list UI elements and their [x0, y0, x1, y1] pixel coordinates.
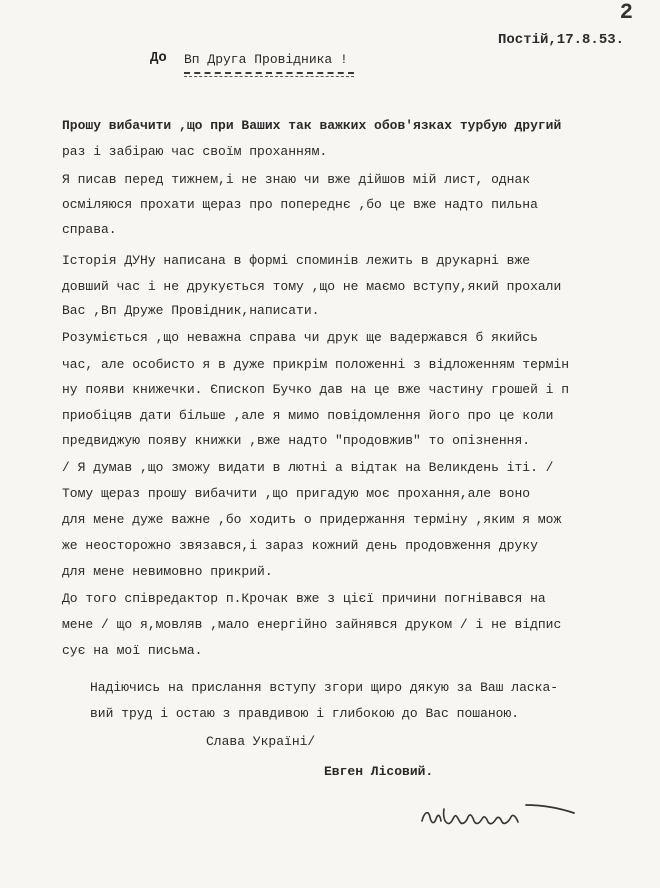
body-line: ну появи книжечки. Єпископ Бучко дав на це вже частину грошей і п: [62, 382, 570, 397]
body-line: / Я думав ,що зможу видати в лютні а відтак на Великдень іті. /: [62, 460, 554, 475]
body-line: Надіючись на прислання вступу згори щиро дякую за Ваш ласка-: [90, 680, 559, 695]
body-line: Розуміється ,що неважна справа чи друк ще вадержався б якийсь: [62, 330, 538, 345]
addressee-underline: [184, 72, 354, 74]
body-line: предвиджую появу книжки ,вже надто "продовжив" то опізнення.: [62, 433, 531, 448]
body-line: Прошу вибачити ,що при Ваших так важких обов'язках турбую другий: [62, 118, 562, 133]
body-line: сує на мої письма.: [62, 643, 203, 658]
body-line: До того співредактор п.Крочак вже з цієї причини погнівався на: [62, 591, 546, 606]
addressee-prefix: До: [150, 50, 167, 66]
handwritten-signature-icon: [416, 795, 586, 835]
body-line: раз і забіраю час своїм проханням.: [62, 144, 328, 159]
page-number: 2: [619, 0, 634, 25]
addressee-name: Вп Друга Провідника !: [184, 52, 348, 67]
body-line: для мене дуже важне ,бо ходить о придержання терміну ,яким я мож: [62, 512, 562, 527]
body-line: Вас ,Вп Друже Провідник,написати.: [62, 303, 320, 318]
body-line: для мене невимовно прикрий.: [62, 564, 273, 579]
body-line: Тому щераз прошу вибачити ,що пригадую моє прохання,але воно: [62, 486, 531, 501]
body-line: час, але особисто я в дуже прикрім положенні з відложенням термін: [62, 357, 570, 372]
body-line: приобіцяв дати більше ,але я мимо повідомлення його про це коли: [62, 408, 554, 423]
body-line: вий труд і остаю з правдивою і глибокою до Вас пошаною.: [90, 706, 520, 721]
closing-salutation: Слава Україні/: [206, 734, 316, 749]
signature-name: Евген Лісовий.: [324, 764, 434, 779]
body-line: же неосторожно звязався,і зараз кожний день продовження друку: [62, 538, 538, 553]
addressee-underline-second: [184, 76, 354, 77]
body-line: осміляюся прохати щераз про попереднє ,бо це вже надто пильна: [62, 197, 538, 212]
body-line: справа.: [62, 222, 117, 237]
body-line: Я писав перед тижнем,і не знаю чи вже дійшов мій лист, однак: [62, 172, 531, 187]
body-line: Історія ДУНу написана в формі споминів лежить в друкарні вже: [62, 253, 531, 268]
body-line: мене / що я,мовляв ,мало енергійно зайнявся друком / і не відпис: [62, 617, 562, 632]
body-line: довший час і не друкується тому ,що не маємо вступу,який прохали: [62, 279, 562, 294]
letter-date: Постій,17.8.53.: [498, 32, 625, 48]
